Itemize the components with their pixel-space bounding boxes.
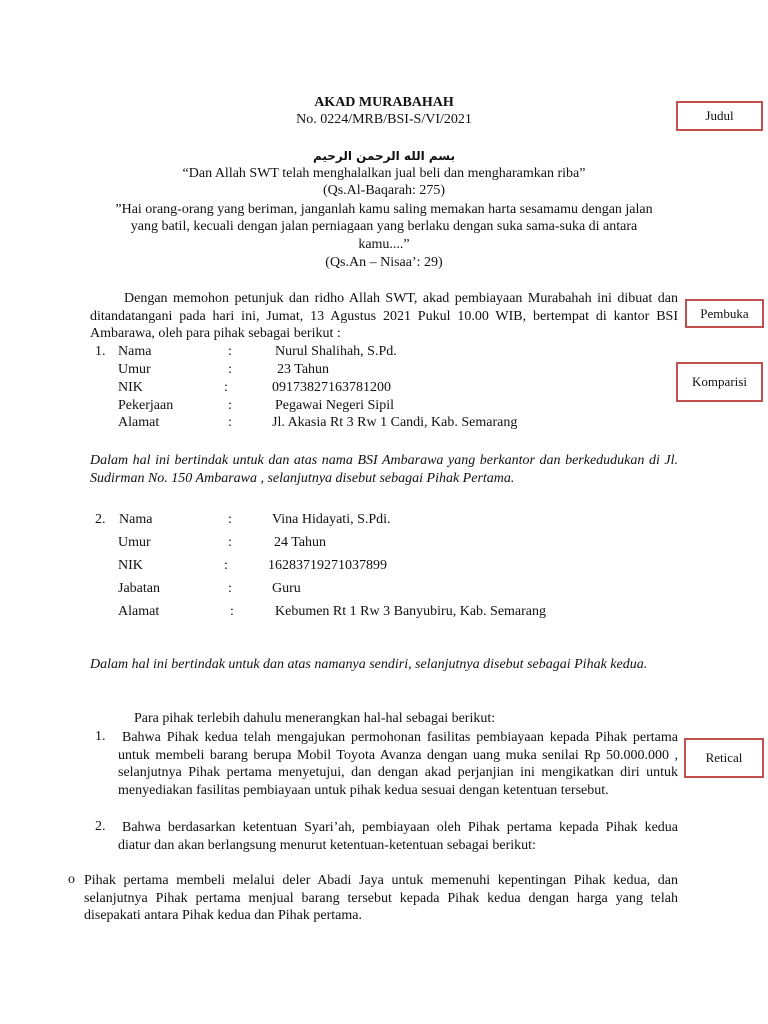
tag-judul: Judul: [676, 101, 763, 131]
party-2-address-label: Alamat: [118, 604, 160, 619]
party-2-address-value: Kebumen Rt 1 Rw 3 Banyubiru, Kab. Semarang: [275, 604, 547, 619]
recital-intro: Para pihak terlebih dahulu menerangkan hal-hal sebagai berikut:: [134, 711, 496, 726]
document-number: No. 0224/MRB/BSI-S/VI/2021: [296, 112, 472, 127]
bullet-marker: o: [68, 872, 75, 887]
party-2-nik-colon: :: [224, 558, 228, 573]
party-1-age-colon: :: [228, 362, 232, 377]
verse-1-reference: (Qs.Al-Baqarah: 275): [322, 183, 446, 198]
party-2-age-label: Umur: [118, 535, 151, 550]
opening-paragraph: Dengan memohon petunjuk dan ridho Allah SWT, akad pembiayaan Murabahah ini dibuat dan ditandatangani pada hari ini, Jumat, 13 Agustus 2021 Pukul 10.00 WIB, bertempat di kantor BSI Ambarawa, oleh para pihak sebagai berikut :: [90, 291, 678, 341]
party-1-number: 1.: [95, 344, 106, 359]
party-1-address-label: Alamat: [118, 415, 160, 430]
party-1-nik-colon: :: [224, 380, 228, 395]
bullet-text: [84, 872, 678, 925]
party-1-job-value: Pegawai Negeri Sipil: [275, 398, 394, 413]
verse-2-line-3: kamu....”: [358, 237, 410, 252]
party-1-job-colon: :: [228, 398, 232, 413]
party-1-age-value: 23 Tahun: [277, 362, 330, 377]
party-1-name-colon: :: [228, 344, 232, 359]
recital-1-text: Bahwa Pihak kedua telah mengajukan permohonan fasilitas pembiayaan kepada Pihak pertama untuk membeli barang berupa Mobil Toyota Avanza dengan uang muka senilai Rp 50.000.000 , selanjutnya Pihak pertama menyetujui, dan dengan akad perjanjian ini mengikatkan diri untuk menyediakan fasilitas pembiayaan untuk pihak kedua sesuai dengan ketentuan tersebut.: [118, 730, 678, 798]
verse-1: “Dan Allah SWT telah menghalalkan jual beli dan mengharamkan riba”: [182, 166, 586, 181]
party-1-nik-value: 09173827163781200: [272, 380, 391, 395]
party-1-address-value: Jl. Akasia Rt 3 Rw 1 Candi, Kab. Semarang: [272, 415, 518, 430]
party-1-name-label: Nama: [118, 344, 152, 359]
party-2-name-label: Nama: [119, 512, 153, 527]
party-2-note: Dalam hal ini bertindak untuk dan atas namanya sendiri, selanjutnya disebut sebagai Pihak kedua.: [90, 657, 648, 672]
party-2-nik-value: 16283719271037899: [268, 558, 387, 573]
verse-2-line-2: yang batil, kecuali dengan jalan perniagaan yang berlaku dengan suka sama-suka di antara: [130, 219, 638, 234]
party-1-address-colon: :: [228, 415, 232, 430]
party-2-nik-label: NIK: [118, 558, 143, 573]
verse-2-reference: (Qs.An – Nisaa’: 29): [325, 255, 443, 270]
party-2-number: 2.: [95, 512, 106, 527]
party-2-age-colon: :: [228, 535, 232, 550]
party-2-name-colon: :: [228, 512, 232, 527]
recital-2-text: Bahwa berdasarkan ketentuan Syari’ah, pembiayaan oleh Pihak pertama kepada Pihak kedua diatur dan akan berlangsung menurut ketentuan-ketentuan sebagai berikut:: [118, 820, 678, 853]
party-2-position-label: Jabatan: [118, 581, 160, 596]
party-1-name-value: Nurul Shalihah, S.Pd.: [275, 344, 397, 359]
tag-komparisi: Komparisi: [676, 362, 763, 402]
party-2-age-value: 24 Tahun: [274, 535, 327, 550]
basmalah: بسم الله الرحمن الرحيم: [312, 149, 456, 163]
party-1-job-label: Pekerjaan: [118, 398, 174, 413]
party-2-address-colon: :: [230, 604, 234, 619]
party-2-position-value: Guru: [272, 581, 301, 596]
recital-2-number: 2.: [95, 819, 106, 834]
party-1-nik-label: NIK: [118, 380, 143, 395]
party-1-note: Dalam hal ini bertindak untuk dan atas nama BSI Ambarawa yang berkantor dan berkedudukan di Jl. Sudirman No. 150 Ambarawa , selanjutnya disebut sebagai Pihak Pertama.: [90, 453, 678, 486]
party-2-position-colon: :: [228, 581, 232, 596]
recital-1-number: 1.: [95, 729, 106, 744]
bullet-text-content: Pihak pertama membeli melalui deler Abadi Jaya untuk memenuhi kepentingan Pihak kedua, dan selanjutnya Pihak pertama menjual barang tersebut kepada Pihak kedua dengan harga yang telah disepakati antara Pihak kedua dan Pihak pertama.: [84, 873, 678, 923]
party-1-age-label: Umur: [118, 362, 151, 377]
tag-pembuka: Pembuka: [685, 299, 764, 328]
document-title: AKAD MURABAHAH: [314, 95, 454, 110]
party-2-name-value: Vina Hidayati, S.Pdi.: [272, 512, 391, 527]
verse-2-line-1: ”Hai orang-orang yang beriman, janganlah kamu saling memakan harta sesamamu dengan jalan: [115, 202, 653, 217]
tag-retical: Retical: [684, 738, 764, 778]
